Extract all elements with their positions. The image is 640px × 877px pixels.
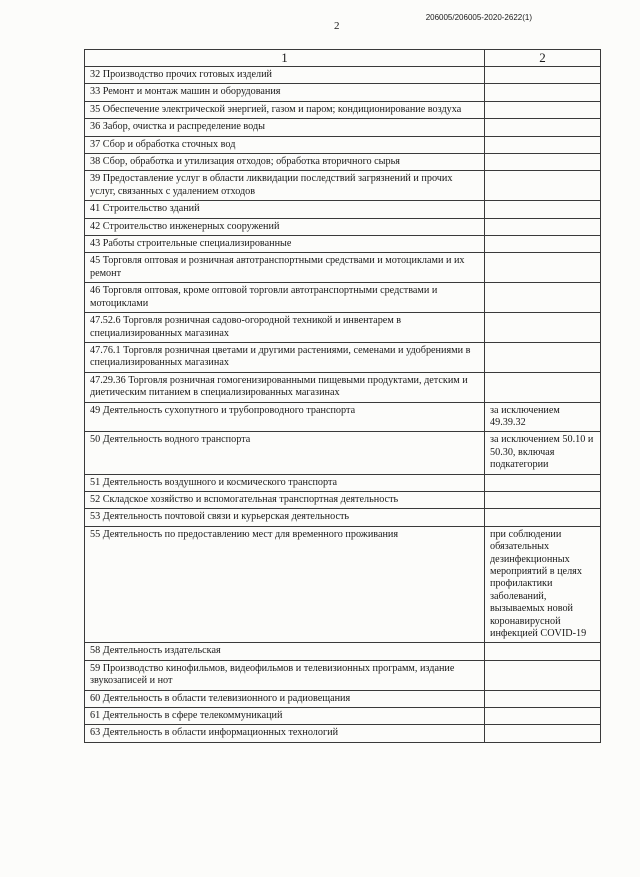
table-row <box>85 283 601 313</box>
table-row <box>85 171 601 201</box>
table-header-row <box>85 50 601 67</box>
activity-cell: 58 Деятельность издательская <box>85 643 485 660</box>
note-cell <box>485 253 601 283</box>
note-cell <box>485 101 601 118</box>
note-cell <box>485 690 601 707</box>
activity-cell: 33 Ремонт и монтаж машин и оборудования <box>85 84 485 101</box>
activity-cell: 35 Обеспечение электрической энергией, газом и паром; кондиционирование воздуха <box>85 101 485 118</box>
table-row <box>85 491 601 508</box>
note-cell <box>485 342 601 372</box>
activity-cell: 49 Деятельность сухопутного и трубопроводного транспорта <box>85 402 485 432</box>
activity-cell: 36 Забор, очистка и распределение воды <box>85 119 485 136</box>
table-row <box>85 526 601 643</box>
column-header-1: 1 <box>85 50 485 67</box>
document-code: 206005/206005-2020-2622(1) <box>425 13 532 22</box>
note-cell <box>485 643 601 660</box>
table-row <box>85 402 601 432</box>
activity-cell: 47.29.36 Торговля розничная гомогенизированными пищевыми продуктами, детским и диетическим питанием в специализированных магазинах <box>85 372 485 402</box>
table-row <box>85 708 601 725</box>
note-cell <box>485 201 601 218</box>
table-row <box>85 342 601 372</box>
activity-cell: 37 Сбор и обработка сточных вод <box>85 136 485 153</box>
page-number: 2 <box>334 20 340 32</box>
activity-cell: 59 Производство кинофильмов, видеофильмов и телевизионных программ, издание звукозаписей и нот <box>85 660 485 690</box>
table-row <box>85 313 601 343</box>
activity-cell: 47.76.1 Торговля розничная цветами и другими растениями, семенами и удобрениями в специализированных магазинах <box>85 342 485 372</box>
note-cell <box>485 218 601 235</box>
note-cell <box>485 154 601 171</box>
table-row <box>85 725 601 742</box>
activity-cell: 53 Деятельность почтовой связи и курьерская деятельность <box>85 509 485 526</box>
table-row <box>85 509 601 526</box>
table-row <box>85 201 601 218</box>
activity-cell: 45 Торговля оптовая и розничная автотранспортными средствами и мотоциклами и их ремонт <box>85 253 485 283</box>
column-header-2: 2 <box>485 50 601 67</box>
table-row <box>85 84 601 101</box>
note-cell <box>485 84 601 101</box>
table-row <box>85 253 601 283</box>
note-cell <box>485 67 601 84</box>
note-cell <box>485 725 601 742</box>
note-cell: при соблюдении обязательных дезинфекционных мероприятий в целях профилактики заболеваний, вызываемых новой коронавирусной инфекцией COVID-19 <box>485 526 601 643</box>
table-row <box>85 119 601 136</box>
note-cell <box>485 283 601 313</box>
note-cell <box>485 474 601 491</box>
activity-cell: 32 Производство прочих готовых изделий <box>85 67 485 84</box>
table-row <box>85 236 601 253</box>
note-cell <box>485 660 601 690</box>
activity-cell: 61 Деятельность в сфере телекоммуникаций <box>85 708 485 725</box>
note-cell: за исключением 49.39.32 <box>485 402 601 432</box>
note-cell: за исключением 50.10 и 50.30, включая подкатегории <box>485 432 601 474</box>
table-row <box>85 643 601 660</box>
table-row <box>85 136 601 153</box>
note-cell <box>485 171 601 201</box>
note-cell <box>485 313 601 343</box>
table-row <box>85 154 601 171</box>
note-cell <box>485 491 601 508</box>
note-cell <box>485 509 601 526</box>
activity-cell: 38 Сбор, обработка и утилизация отходов; обработка вторичного сырья <box>85 154 485 171</box>
table-row <box>85 432 601 474</box>
activity-cell: 42 Строительство инженерных сооружений <box>85 218 485 235</box>
note-cell <box>485 136 601 153</box>
table-row <box>85 474 601 491</box>
activity-cell: 39 Предоставление услуг в области ликвидации последствий загрязнений и прочих услуг, связанных с удалением отходов <box>85 171 485 201</box>
table-row <box>85 660 601 690</box>
activity-cell: 47.52.6 Торговля розничная садово-огородной техникой и инвентарем в специализированных магазинах <box>85 313 485 343</box>
activity-cell: 52 Складское хозяйство и вспомогательная транспортная деятельность <box>85 491 485 508</box>
activity-cell: 46 Торговля оптовая, кроме оптовой торговли автотранспортными средствами и мотоциклами <box>85 283 485 313</box>
activity-cell: 55 Деятельность по предоставлению мест для временного проживания <box>85 526 485 643</box>
note-cell <box>485 372 601 402</box>
activity-cell: 41 Строительство зданий <box>85 201 485 218</box>
table-row <box>85 690 601 707</box>
note-cell <box>485 236 601 253</box>
note-cell <box>485 708 601 725</box>
table-row <box>85 67 601 84</box>
note-cell <box>485 119 601 136</box>
activity-cell: 60 Деятельность в области телевизионного и радиовещания <box>85 690 485 707</box>
activity-cell: 51 Деятельность воздушного и космического транспорта <box>85 474 485 491</box>
activity-cell: 63 Деятельность в области информационных технологий <box>85 725 485 742</box>
activities-table <box>84 49 601 743</box>
table-row <box>85 218 601 235</box>
activity-cell: 50 Деятельность водного транспорта <box>85 432 485 474</box>
table-row <box>85 101 601 118</box>
activity-cell: 43 Работы строительные специализированные <box>85 236 485 253</box>
table-row <box>85 372 601 402</box>
